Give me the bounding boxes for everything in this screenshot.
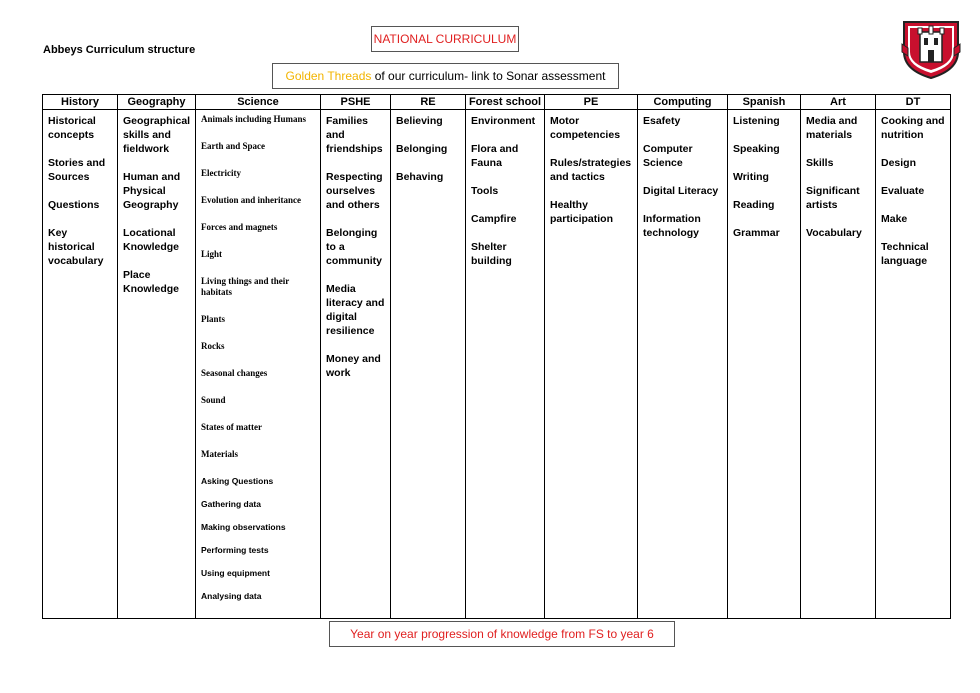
list-item: Tools	[471, 185, 499, 197]
list-item: Performing tests	[201, 545, 269, 555]
list-item: Behaving	[396, 171, 444, 183]
content-row	[43, 110, 951, 619]
list-item: Asking Questions	[201, 476, 274, 486]
list-item: Shelter building	[471, 241, 512, 267]
list-item: Esafety	[643, 115, 681, 127]
progression-box	[329, 621, 675, 647]
list-item: Cooking and nutrition	[881, 115, 945, 141]
list-item: Computer Science	[643, 143, 693, 169]
golden-threads-text: of our curriculum- link to Sonar assessment	[371, 69, 606, 83]
list-item: Media and materials	[806, 115, 858, 141]
list-item: Materials	[201, 449, 238, 459]
list-item: Reading	[733, 199, 775, 211]
header-row	[43, 95, 951, 110]
col-header-dt: DT	[876, 95, 951, 110]
list-item: Geographical skills and fieldwork	[123, 115, 191, 155]
list-item: Money and work	[326, 353, 381, 379]
national-curriculum-box	[371, 26, 519, 52]
list-item: Families and friendships	[326, 115, 383, 155]
forest-school-cell	[466, 110, 545, 619]
list-item: Forces and magnets	[201, 222, 278, 232]
col-header-re: RE	[391, 95, 466, 110]
golden-threads-box	[272, 63, 619, 89]
list-item: Design	[881, 157, 917, 169]
list-item: Gathering data	[201, 499, 261, 509]
list-item: Writing	[733, 171, 769, 183]
list-item: States of matter	[201, 422, 262, 432]
list-item: Evaluate	[881, 185, 925, 197]
list-item: Analysing data	[201, 591, 262, 601]
curriculum-table	[42, 94, 951, 619]
list-item: Light	[201, 249, 223, 259]
history-cell	[43, 110, 118, 619]
dt-cell	[876, 110, 951, 619]
list-item: Healthy participation	[550, 199, 614, 225]
re-cell	[391, 110, 466, 619]
pe-cell	[545, 110, 638, 619]
col-header-history: History	[43, 95, 118, 110]
page-title: Abbeys Curriculum structure	[43, 44, 196, 56]
list-item: Using equipment	[201, 568, 270, 578]
list-item: Human and Physical Geography	[123, 171, 181, 211]
list-item: Place Knowledge	[123, 269, 180, 295]
list-item: Significant artists	[806, 185, 860, 211]
spanish-cell	[728, 110, 801, 619]
list-item: Stories and Sources	[48, 157, 106, 183]
art-cell	[801, 110, 876, 619]
col-header-art: Art	[801, 95, 876, 110]
list-item: Seasonal changes	[201, 368, 268, 378]
list-item: Skills	[806, 157, 834, 169]
list-item: Making observations	[201, 522, 286, 532]
geography-cell	[118, 110, 196, 619]
list-item: Motor competencies	[550, 115, 621, 141]
col-header-pshe: PSHE	[321, 95, 391, 110]
school-crest-icon	[900, 14, 962, 80]
list-item: Rocks	[201, 341, 225, 351]
list-item: Flora and Fauna	[471, 143, 519, 169]
list-item: Living things and their habitats	[201, 276, 290, 297]
list-item: Rules/strategies and tactics	[550, 157, 632, 183]
list-item: Campfire	[471, 213, 517, 225]
list-item: Evolution and inheritance	[201, 195, 302, 205]
list-item: Believing	[396, 115, 443, 127]
list-item: Speaking	[733, 143, 780, 155]
list-item: Questions	[48, 199, 100, 211]
science-cell	[196, 110, 321, 619]
list-item: Grammar	[733, 227, 780, 239]
list-item: Make	[881, 213, 908, 225]
progression-label: Year on year progression of knowledge from FS to year 6	[350, 627, 654, 641]
list-item: Listening	[733, 115, 780, 127]
col-header-forest-school: Forest school	[466, 95, 545, 110]
col-header-computing: Computing	[638, 95, 728, 110]
list-item: Locational Knowledge	[123, 227, 180, 253]
col-header-pe: PE	[545, 95, 638, 110]
list-item: Respecting ourselves and others	[326, 171, 383, 211]
list-item: Vocabulary	[806, 227, 862, 239]
list-item: Belonging to a community	[326, 227, 383, 267]
col-header-spanish: Spanish	[728, 95, 801, 110]
col-header-science: Science	[196, 95, 321, 110]
list-item: Key historical vocabulary	[48, 227, 104, 267]
list-item: Sound	[201, 395, 226, 405]
national-curriculum-label: NATIONAL CURRICULUM	[373, 32, 517, 46]
golden-threads-highlight: Golden Threads	[285, 69, 372, 83]
list-item: Digital Literacy	[643, 185, 719, 197]
list-item: Historical concepts	[48, 115, 96, 141]
list-item: Animals including Humans	[201, 114, 307, 124]
list-item: Plants	[201, 314, 226, 324]
list-item: Technical language	[881, 241, 929, 267]
list-item: Earth and Space	[201, 141, 266, 151]
col-header-geography: Geography	[118, 95, 196, 110]
list-item: Electricity	[201, 168, 241, 178]
list-item: Belonging	[396, 143, 448, 155]
list-item: Environment	[471, 115, 536, 127]
pshe-cell	[321, 110, 391, 619]
list-item: Media literacy and digital resilience	[326, 283, 385, 337]
list-item: Information technology	[643, 213, 701, 239]
computing-cell	[638, 110, 728, 619]
